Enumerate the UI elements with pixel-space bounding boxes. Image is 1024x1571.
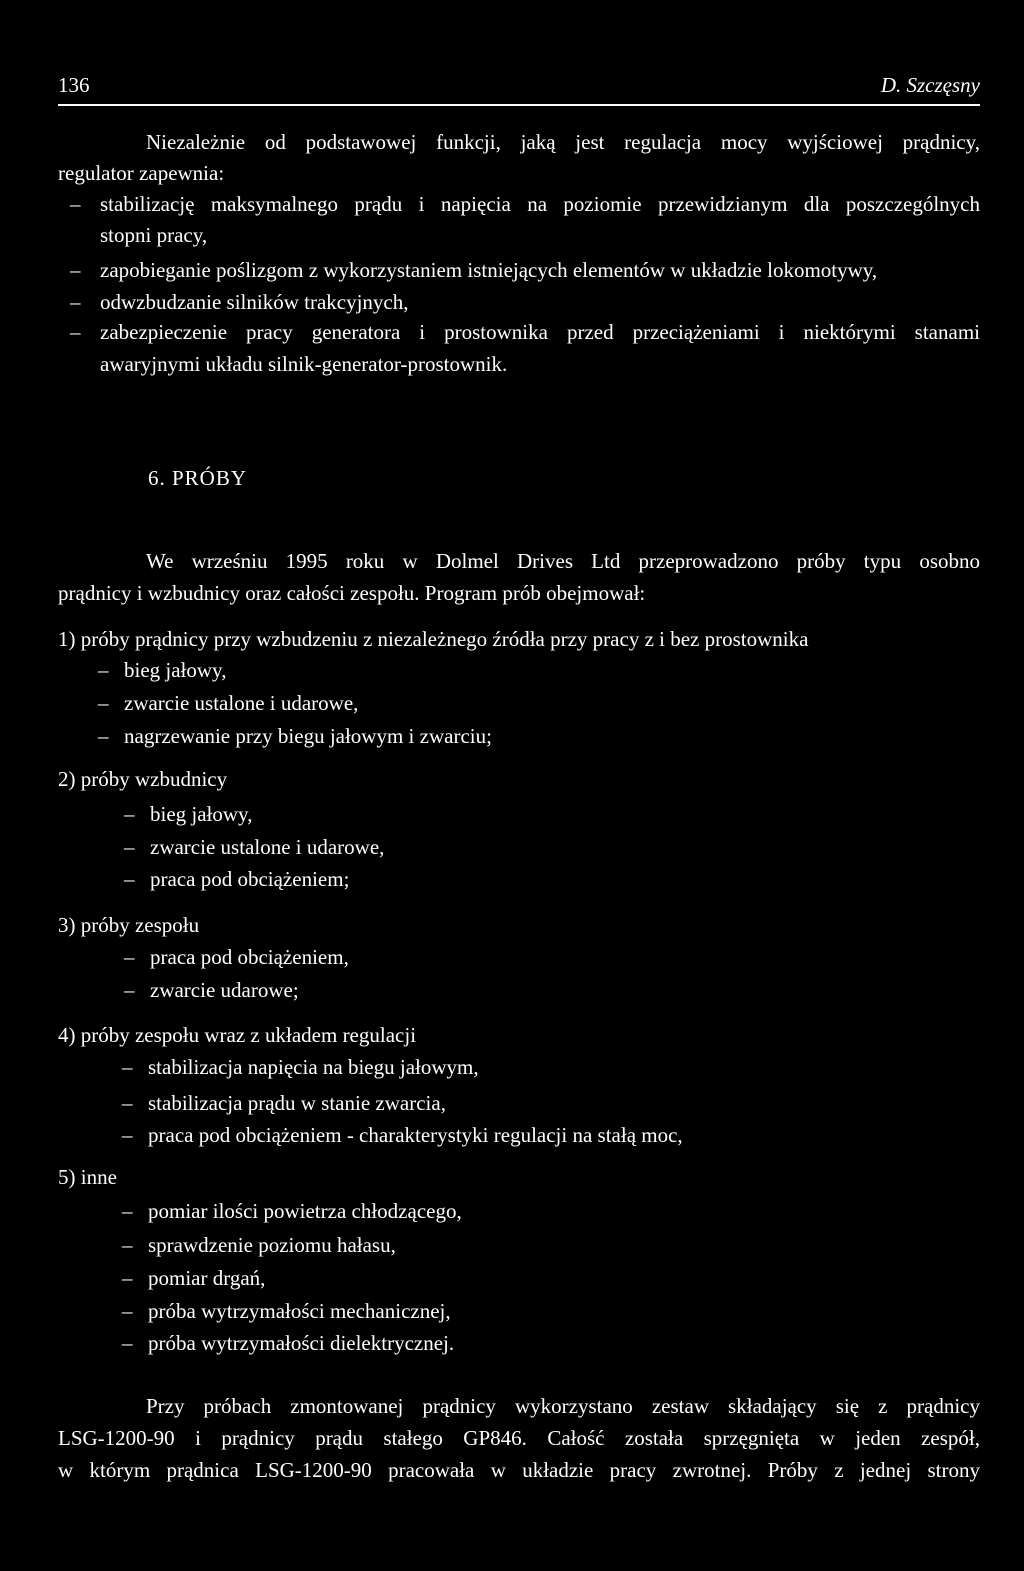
test-group-1-item: bieg jałowy, bbox=[124, 658, 227, 682]
intro-item-2: zapobieganie poślizgom z wykorzystaniem istniejących elementów w układzie lokomotywy, bbox=[100, 258, 878, 282]
header-rule bbox=[58, 104, 980, 106]
test-group-5-item: próba wytrzymałości dielektrycznej. bbox=[148, 1331, 455, 1355]
test-group-1-item: nagrzewanie przy biegu jałowym i zwarciu; bbox=[124, 724, 492, 748]
test-group-1-item: zwarcie ustalone i udarowe, bbox=[124, 691, 359, 715]
intro-item-1-line-1: stabilizację maksymalnego prądu i napięcia na poziomie przewidzianym dla poszczególnych bbox=[100, 192, 980, 216]
list-dash: – bbox=[70, 258, 81, 282]
list-dash: – bbox=[124, 945, 135, 969]
section-heading: 6. PRÓBY bbox=[148, 466, 248, 490]
test-group-3-item: zwarcie udarowe; bbox=[150, 978, 299, 1002]
test-group-5-title: 5) inne bbox=[58, 1165, 117, 1189]
test-group-5-item: sprawdzenie poziomu hałasu, bbox=[148, 1233, 396, 1257]
list-dash: – bbox=[122, 1055, 133, 1079]
intro-line-2: regulator zapewnia: bbox=[58, 161, 225, 185]
section-para-line-1: We wrześniu 1995 roku w Dolmel Drives Ltd przeprowadzono próby typu osobno bbox=[146, 549, 980, 573]
page-number: 136 bbox=[58, 73, 90, 97]
list-dash: – bbox=[70, 320, 81, 344]
test-group-3-title: 3) próby zespołu bbox=[58, 913, 200, 937]
list-dash: – bbox=[124, 978, 135, 1002]
list-dash: – bbox=[70, 290, 81, 314]
test-group-4-item: stabilizacja prądu w stanie zwarcia, bbox=[148, 1091, 446, 1115]
list-dash: – bbox=[98, 724, 109, 748]
list-dash: – bbox=[98, 691, 109, 715]
list-dash: – bbox=[122, 1123, 133, 1147]
list-dash: – bbox=[122, 1299, 133, 1323]
intro-item-4-line-2: awaryjnymi układu silnik-generator-prostownik. bbox=[100, 352, 508, 376]
list-dash: – bbox=[98, 658, 109, 682]
intro-item-3: odwzbudzanie silników trakcyjnych, bbox=[100, 290, 409, 314]
test-group-2-item: praca pod obciążeniem; bbox=[150, 867, 350, 891]
test-group-3-item: praca pod obciążeniem, bbox=[150, 945, 349, 969]
intro-line-1: Niezależnie od podstawowej funkcji, jaką jest regulacja mocy wyjściowej prądnicy, bbox=[146, 130, 980, 154]
test-group-4-item: praca pod obciążeniem - charakterystyki regulacji na stałą moc, bbox=[148, 1123, 683, 1147]
test-group-2-title: 2) próby wzbudnicy bbox=[58, 767, 228, 791]
list-dash: – bbox=[122, 1331, 133, 1355]
list-dash: – bbox=[124, 802, 135, 826]
intro-item-4-line-1: zabezpieczenie pracy generatora i prostownika przed przeciążeniami i niektórymi stanami bbox=[100, 320, 980, 344]
running-header-author: D. Szczęsny bbox=[880, 73, 980, 97]
list-dash: – bbox=[122, 1091, 133, 1115]
list-dash: – bbox=[70, 192, 81, 216]
list-dash: – bbox=[124, 835, 135, 859]
test-group-5-item: pomiar drgań, bbox=[148, 1266, 266, 1290]
test-group-1-title: 1) próby prądnicy przy wzbudzeniu z niezależnego źródła przy pracy z i bez prostownika bbox=[58, 627, 809, 651]
test-group-2-item: zwarcie ustalone i udarowe, bbox=[150, 835, 385, 859]
test-group-2-item: bieg jałowy, bbox=[150, 802, 253, 826]
test-group-5-item: pomiar ilości powietrza chłodzącego, bbox=[148, 1199, 462, 1223]
list-dash: – bbox=[124, 867, 135, 891]
intro-item-1-line-2: stopni pracy, bbox=[100, 223, 208, 247]
closing-line-2: LSG-1200-90 i prądnicy prądu stałego GP846. Całość została sprzęgnięta w jeden zespół, bbox=[58, 1426, 980, 1450]
list-dash: – bbox=[122, 1266, 133, 1290]
test-group-4-title: 4) próby zespołu wraz z układem regulacji bbox=[58, 1023, 417, 1047]
test-group-5-item: próba wytrzymałości mechanicznej, bbox=[148, 1299, 451, 1323]
closing-line-1: Przy próbach zmontowanej prądnicy wykorzystano zestaw składający się z prądnicy bbox=[146, 1394, 980, 1418]
section-para-line-2: prądnicy i wzbudnicy oraz całości zespołu. Program prób obejmował: bbox=[58, 581, 646, 605]
list-dash: – bbox=[122, 1233, 133, 1257]
closing-line-3: w którym prądnica LSG-1200-90 pracowała w układzie pracy zwrotnej. Próby z jednej strony bbox=[58, 1458, 980, 1482]
list-dash: – bbox=[122, 1199, 133, 1223]
test-group-4-item: stabilizacja napięcia na biegu jałowym, bbox=[148, 1055, 479, 1079]
